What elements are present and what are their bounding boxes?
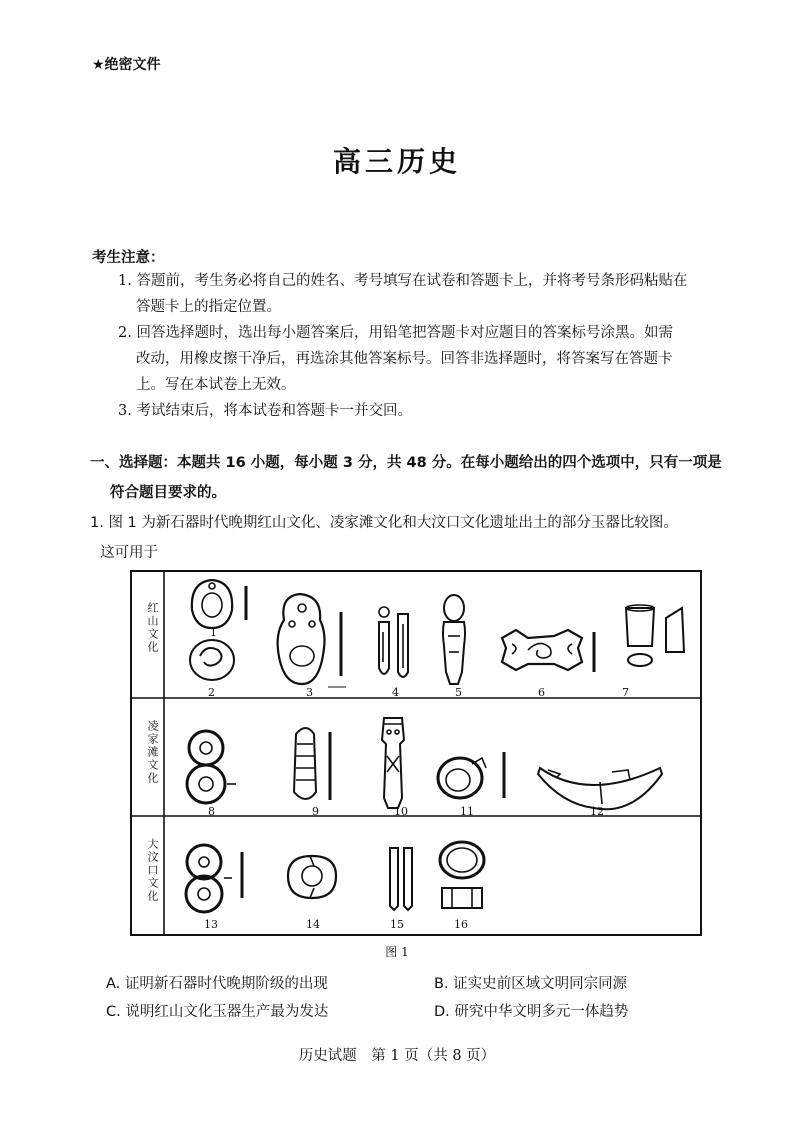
jade-item-16: [440, 842, 484, 908]
page-footer: 历史试题 第 1 页（共 8 页）: [298, 1048, 496, 1064]
jade-item-15: [390, 848, 412, 910]
note-line: 答题卡上的指定位置。: [136, 299, 281, 315]
row-label-hongshan: 红山文化: [146, 602, 159, 654]
jade-item-2: [190, 640, 234, 680]
jade-item-11: [438, 752, 504, 798]
figure-number: 5: [455, 686, 462, 699]
figure-number: 9: [312, 805, 319, 818]
row-label-lingjiatan: 凌家滩文化: [146, 720, 159, 785]
note-line: 1. 答题前，考生务必将自己的姓名、考号填写在试卷和答题卡上，并将考号条形码粘贴在: [118, 273, 688, 289]
row-label-dawenkou: 大汶口文化: [146, 838, 159, 903]
figure-number: 3: [306, 686, 313, 699]
notes-heading: 考生注意：: [92, 249, 165, 266]
note-line: 2. 回答选择题时，选出每小题答案后，用铅笔把答题卡对应题目的答案标号涂黑。如需: [118, 325, 673, 341]
option-a[interactable]: A. 证明新石器时代晚期阶级的出现: [106, 976, 328, 992]
figure-number: 12: [590, 805, 604, 818]
option-d[interactable]: D. 研究中华文明多元一体趋势: [434, 1004, 629, 1020]
jade-item-4: [379, 607, 408, 677]
figure-number: 6: [538, 686, 545, 699]
figure-number: 4: [392, 686, 399, 699]
note-line: 上。写在本试卷上无效。: [136, 377, 296, 393]
question-1-stem: [90, 508, 730, 568]
jade-item-8: [187, 731, 236, 803]
figure-number: 11: [460, 805, 474, 818]
jade-item-6: [502, 630, 594, 672]
item-numbers: [204, 626, 629, 931]
jade-item-3: [278, 594, 346, 687]
jade-item-12: [538, 768, 662, 809]
note-line: 改动，用橡皮擦干净后，再选涂其他答案标号。回答非选择题时，将答案写在答题卡: [136, 351, 673, 367]
figure-number: 7: [622, 686, 629, 699]
exam-title: 高三历史: [332, 145, 461, 178]
section-line: 符合题目要求的。: [110, 485, 226, 501]
option-c[interactable]: C. 说明红山文化玉器生产最为发达: [106, 1004, 329, 1020]
confidential-mark: ★绝密文件: [92, 57, 161, 73]
section-line: 一、选择题：本题共 16 小题，每小题 3 分，共 48 分。在每小题给出的四个选项中，只有一项是: [90, 455, 722, 471]
figure-number: 15: [390, 918, 404, 931]
figure-number: 10: [394, 805, 408, 818]
jade-item-7: [626, 605, 684, 666]
figure-number: 13: [204, 918, 218, 931]
note-line: 3. 考试结束后，将本试卷和答题卡一并交回。: [118, 403, 412, 419]
figure-caption: 图 1: [385, 945, 409, 959]
jade-comparison-figure: [130, 570, 702, 936]
jade-item-1: [192, 580, 246, 628]
jade-item-13: [186, 845, 242, 912]
jade-item-9: [294, 728, 330, 800]
figure-number: 1: [210, 626, 217, 639]
figure-drawing: [132, 572, 700, 934]
figure-number: 2: [208, 686, 215, 699]
option-b[interactable]: B. 证实史前区域文明同宗同源: [434, 976, 628, 992]
figure-number: 14: [306, 918, 320, 931]
question-line: 这可用于: [100, 545, 158, 561]
jade-item-5: [443, 595, 465, 684]
jade-item-14: [288, 856, 336, 898]
question-line: 1. 图 1 为新石器时代晚期红山文化、凌家滩文化和大汶口文化遗址出土的部分玉器比较图。: [90, 515, 678, 531]
section-heading: [90, 448, 730, 508]
figure-number: 16: [454, 918, 468, 931]
figure-number: 8: [208, 805, 215, 818]
jade-item-10: [382, 718, 404, 808]
